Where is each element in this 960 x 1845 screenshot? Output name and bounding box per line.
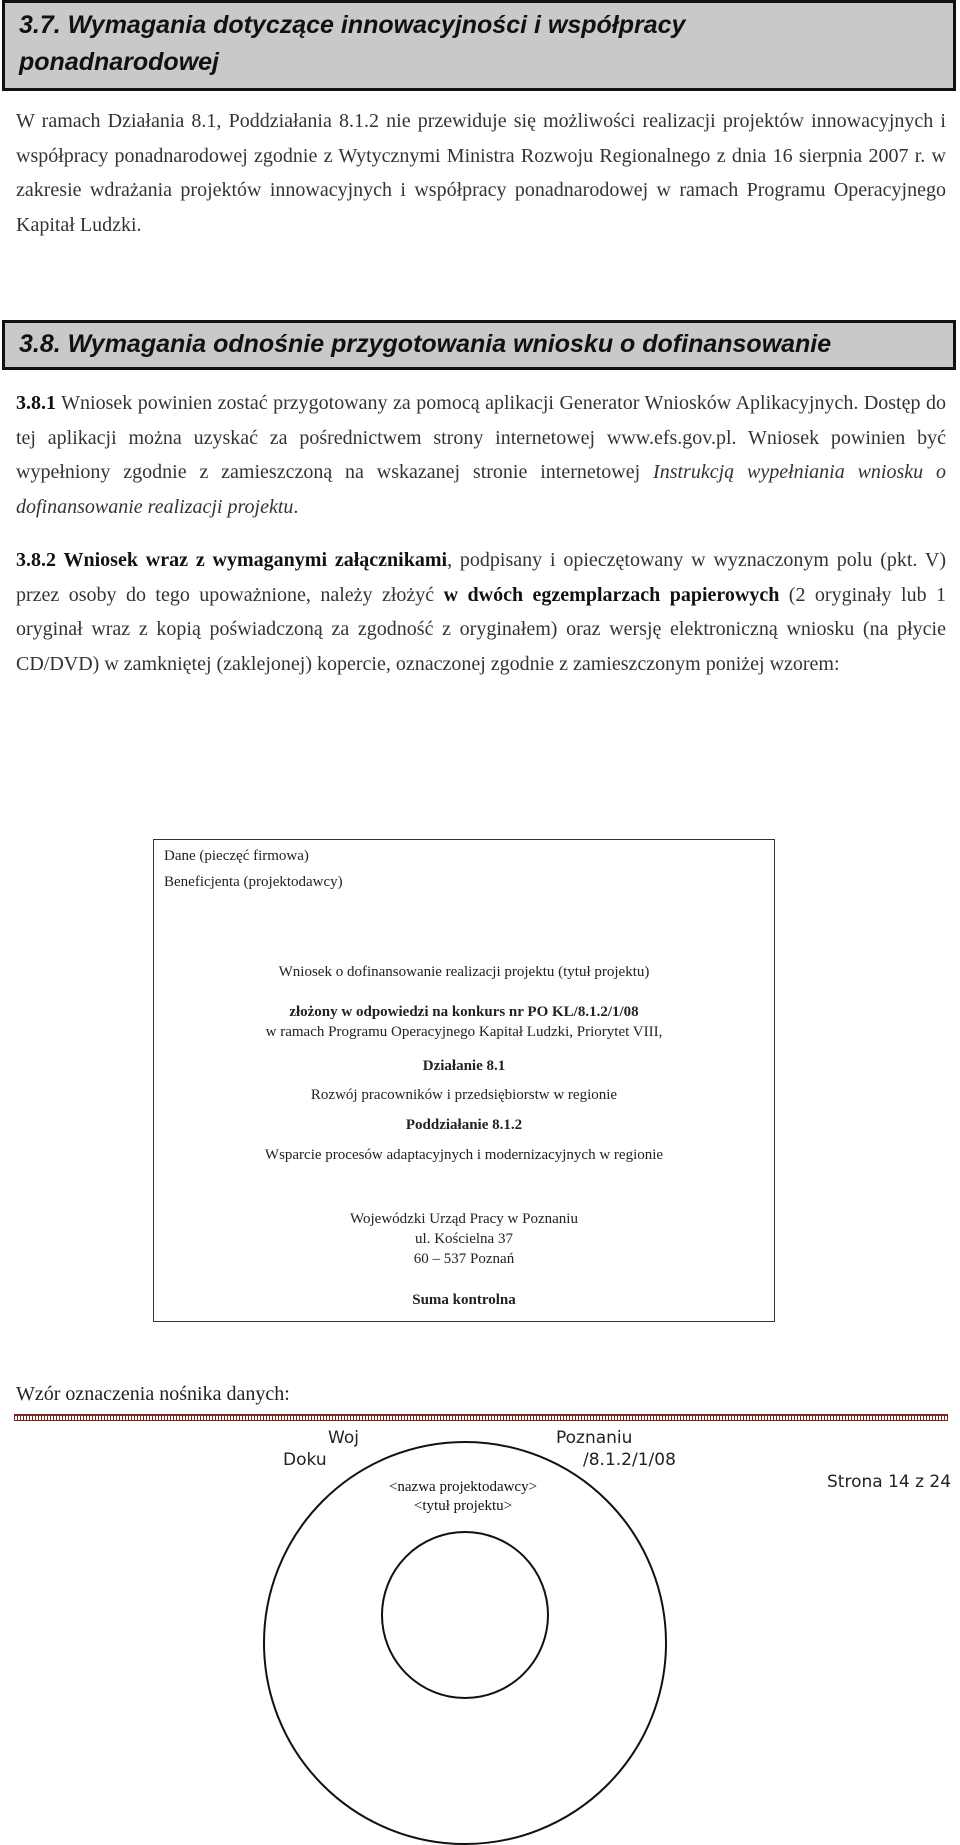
paragraph-emphasis: w dwóch egzemplarzach papierowych <box>443 583 780 606</box>
program-line: w ramach Programu Operacyjnego Kapitał Ludzki, Priorytet VIII, <box>265 1024 663 1040</box>
website-link[interactable]: www.efs.gov.pl <box>606 426 732 449</box>
paragraph-text: (2 oryginały lub 1 oryginał wraz z kopią poświadczoną za zgodność z oryginałem) oraz wersję elektroniczną wniosku (na płycie CD/DVD) w zamkniętej (zaklejonej) kopercie, oznaczonej zgodnie z zamieszczonym poniżej wzorem: <box>16 583 947 675</box>
disc-applicant-name: <nazwa projektodawcy> <box>388 1479 538 1495</box>
disc-caption: Wzór oznaczenia nośnika danych: <box>16 1383 290 1405</box>
applicant-data-label: Dane (pieczęć firmowa) <box>164 848 309 864</box>
paragraph-text: . Wniosek powinien być wypełniony zgodnie z zamieszczoną na wskazanej stronie internetowej <box>16 426 946 484</box>
paragraph-3-8-1 <box>16 386 946 524</box>
footer-line1-right: Poznaniu <box>556 1428 633 1448</box>
disc-project-title: <tytuł projektu> <box>413 1498 513 1514</box>
measure: Działanie 8.1 <box>422 1058 506 1074</box>
footer-line2-right: /8.1.2/1/08 <box>583 1450 676 1470</box>
paragraph-3-7: W ramach Działania 8.1, Poddziałania 8.1.2 nie przewiduje się możliwości realizacji projektów innowacyjnych i współpracy ponadnarodowej zgodnie z Wytycznymi Ministra Rozwoju Regionalnego z dnia 16 sierpnia 2007 r. w zakresie wdrażania projektów innowacyjnych i współpracy ponadnarodowej w ramach Programu Operacyjnego Kapitał Ludzki. <box>16 110 946 236</box>
application-title: Wniosek o dofinansowanie realizacji projektu (tytuł projektu) <box>278 964 650 980</box>
office-name: Wojewódzki Urząd Pracy w Poznaniu <box>350 1211 578 1227</box>
submeasure-description: Wsparcie procesów adaptacyjnych i modernizacyjnych w regionie <box>264 1147 664 1163</box>
section-title: 3.8. Wymagania odnośnie przygotowania wniosku o dofinansowanie <box>19 330 832 358</box>
paragraph-3-8-2 <box>16 543 946 681</box>
paragraph-text: , podpisany i opieczętowany w wyznaczonym polu (pkt. V) przez osoby do tego upoważnione, należy złożyć <box>16 549 947 606</box>
submeasure: Poddziałanie 8.1.2 <box>405 1117 523 1133</box>
measure-description: Rozwój pracowników i przedsiębiorstw w regionie <box>310 1087 618 1103</box>
section-title-line1: 3.7. Wymagania dotyczące innowacyjności i współpracy <box>19 11 686 39</box>
instruction-title: Instrukcją wypełniania wniosku o dofinansowanie realizacji projektu <box>16 461 946 518</box>
section-heading-3-7 <box>2 0 956 91</box>
paragraph-text: Wniosek powinien zostać przygotowany za pomocą aplikacji Generator Wniosków Aplikacyjnych. Dostęp do tej aplikacji można uzyskać za pośrednictwem strony internetowej <box>16 392 946 449</box>
section-title-line2: ponadnarodowej <box>19 48 219 76</box>
applicant-label: Beneficjenta (projektodawcy) <box>164 874 343 890</box>
paragraph-text: . <box>293 495 299 518</box>
office-street: ul. Kościelna 37 <box>415 1231 513 1247</box>
cd-disc-hole <box>381 1531 549 1699</box>
section-heading-3-8 <box>2 320 956 370</box>
paragraph-number: 3.8.1 <box>16 392 56 414</box>
checksum-label: Suma kontrolna <box>412 1292 516 1308</box>
office-city: 60 – 537 Poznań <box>413 1251 515 1267</box>
page-number: Strona 14 z 24 <box>827 1472 952 1492</box>
footer-line2-left: Doku <box>283 1450 327 1470</box>
envelope-label-template <box>153 839 775 1322</box>
footer-rule <box>14 1414 948 1421</box>
competition-number: złożony w odpowiedzi na konkurs nr PO KL/8.1.2/1/08 <box>289 1004 639 1020</box>
footer-line1-left: Woj <box>328 1428 359 1448</box>
paragraph-lead: 3.8.2 Wniosek wraz z wymaganymi załącznikami <box>16 549 448 571</box>
